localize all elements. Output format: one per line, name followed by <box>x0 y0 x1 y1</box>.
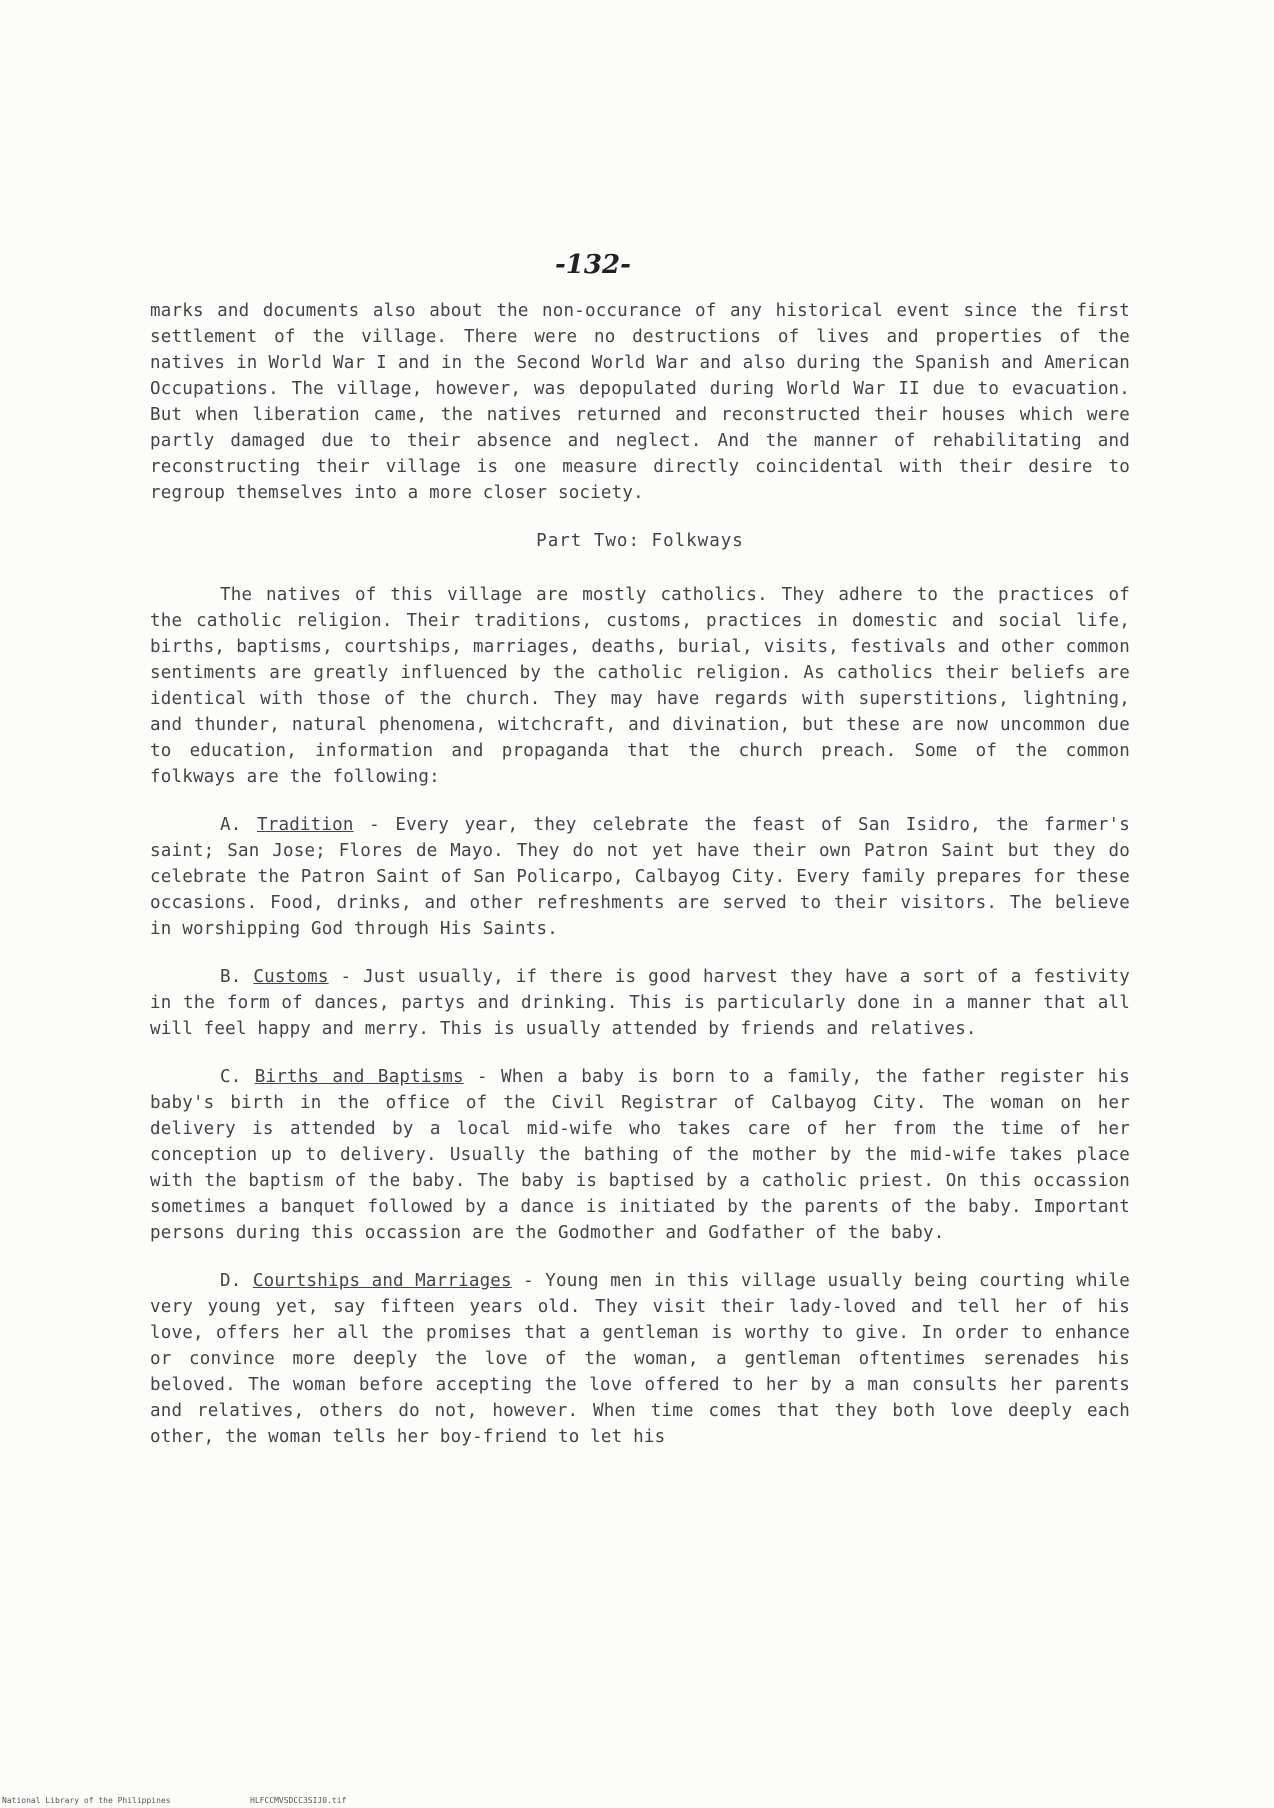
item-heading: Tradition <box>256 815 354 835</box>
item-prefix: D. <box>220 1271 242 1291</box>
item-text: - Every year, they celebrate the feast of San Isidro, the farmer's saint; San Jose; Flores de Mayo. They do not yet have their own Patron Saint but they do celebrate the Patron Saint of San Policarpo, Calbayog City. Every family prepares for these occasions. Food, drinks, and other refreshments are served to their visitors. The believe in worshipping God through His Saints. <box>150 815 1130 939</box>
section-title: Part Two: Folkways <box>536 531 744 551</box>
item-courtships-and-marriages <box>150 1268 1130 1450</box>
item-text: - Just usually, if there is good harvest they have a sort of a festivity in the form of dances, partys and drinking. This is particularly done in a manner that all will feel happy and merry. This is usually attended by friends and relatives. <box>150 967 1130 1039</box>
footer-file-name: HLFCCMVSDCC3SIJ0.tif <box>250 1796 347 1805</box>
item-births-and-baptisms <box>150 1064 1130 1246</box>
section-intro-paragraph: The natives of this village are mostly catholics. They adhere to the practices of the catholic religion. Their traditions, customs, practices in domestic and social life, births, baptisms, courtships, marriages, deaths, burial, visits, festivals and other common sentiments are greatly influenced by the catholic religion. As catholics their beliefs are identical with those of the church. They may have regards with superstitions, lightning, and thunder, natural phenomena, witchcraft, and divination, but these are now uncommon due to education, information and propaganda that the church preach. Some of the common folkways are the following: <box>150 585 1130 787</box>
item-text: - When a baby is born to a family, the father register his baby's birth in the office of the Civil Registrar of Calbayog City. The woman on her delivery is attended by a local mid-wife who takes care of her from the time of her conception up to delivery. Usually the bathing of the mother by the mid-wife takes place with the baptism of the baby. The baby is baptised by a catholic priest. On this occassion sometimes a banquet followed by a dance is initiated by the parents of the baby. Important persons during this occassion are the Godmother and Godfather of the baby. <box>150 1067 1130 1243</box>
item-heading: Customs <box>253 967 329 987</box>
item-prefix: B. <box>220 967 242 987</box>
item-prefix: A. <box>220 815 242 835</box>
item-prefix: C. <box>220 1067 242 1087</box>
item-heading: Courtships and Marriages <box>252 1271 512 1291</box>
item-text: - Young men in this village usually being courting while very young yet, say fifteen years old. They visit their lady-loved and tell her of his love, offers her all the promises that a gentleman is worthy to give. In order to enhance or convince more deeply the love of the woman, a gentleman oftentimes serenades his beloved. The woman before accepting the love offered to her by a man consults her parents and relatives, others do not, however. When time comes that they both love deeply each other, the woman tells her boy-friend to let his <box>150 1271 1130 1447</box>
intro-paragraph: marks and documents also about the non-occurance of any historical event since the first settlement of the village. There were no destructions of lives and properties of the natives in World War I and in the Second World War and also during the Spanish and American Occupations. The village, however, was depopulated during World War II due to evacuation. But when liberation came, the natives returned and reconstructed their houses which were partly damaged due to their absence and neglect. And the manner of rehabilitating and reconstructing their village is one measure directly coincidental with their desire to regroup themselves into a more closer society. <box>150 301 1130 503</box>
item-heading: Births and Baptisms <box>254 1067 464 1087</box>
page-number: -132- <box>555 250 631 280</box>
footer-library-name: National Library of the Philippines <box>2 1796 171 1805</box>
document-body <box>150 298 1130 1472</box>
item-customs <box>150 964 1130 1042</box>
item-tradition <box>150 812 1130 942</box>
scan-footer <box>0 1794 1274 1808</box>
